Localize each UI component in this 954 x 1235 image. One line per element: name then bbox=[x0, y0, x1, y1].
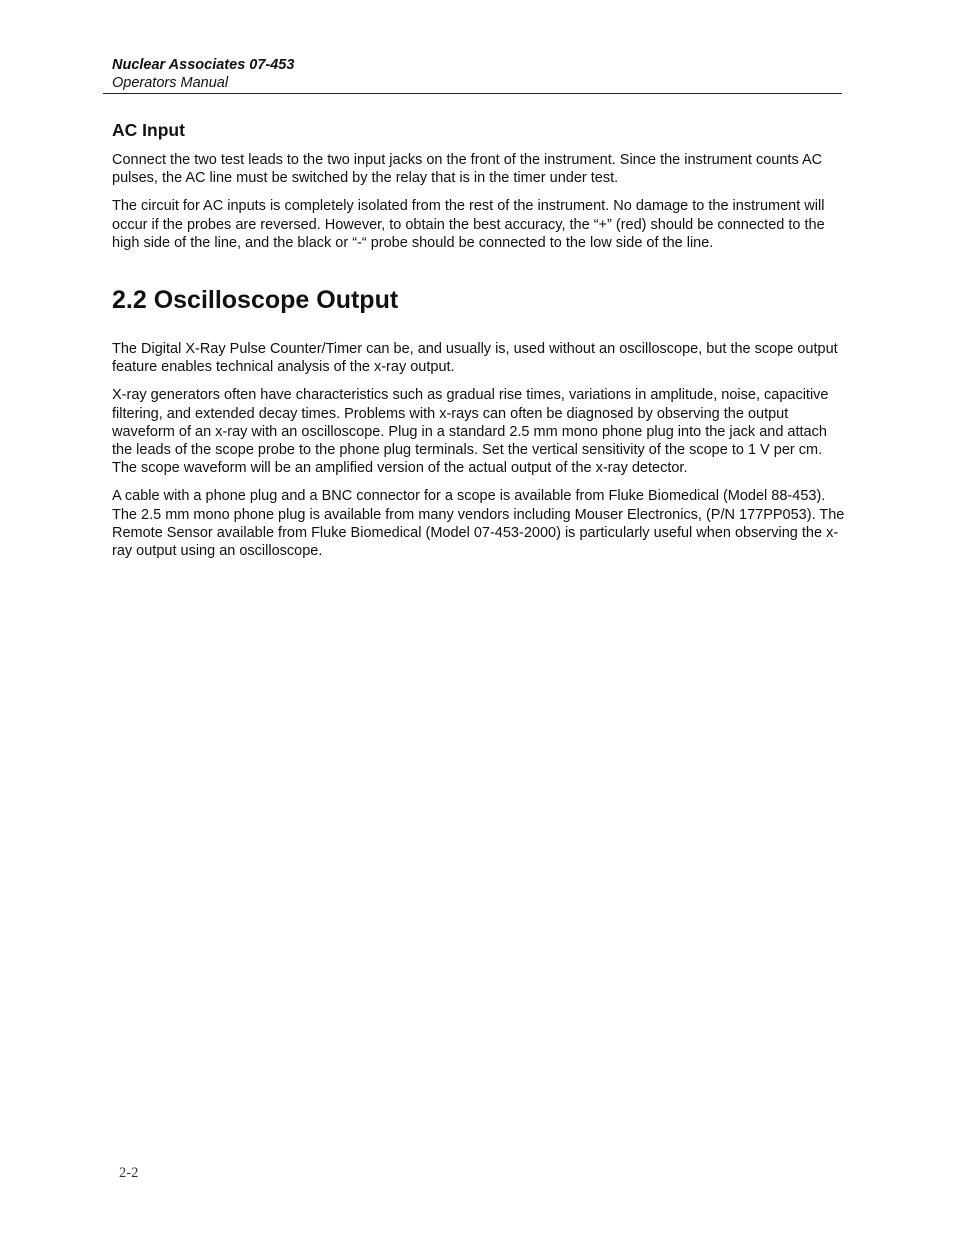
ac-input-section bbox=[112, 119, 847, 252]
ac-input-paragraph-2: The circuit for AC inputs is completely isolated from the rest of the instrument. No damage to the instrument will occur if the probes are reversed. However, to obtain the best accuracy, the “+” (red) should be connected to the high side of the line, and the black or “-“ probe should be connected to the low side of the line. bbox=[112, 198, 825, 251]
document-subtitle: Operators Manual bbox=[112, 75, 229, 91]
oscilloscope-output-paragraph-1: The Digital X-Ray Pulse Counter/Timer can be, and usually is, used without an oscilloscope, but the scope output feature enables technical analysis of the x-ray output. bbox=[112, 341, 838, 376]
oscilloscope-output-heading: 2.2 Oscilloscope Output bbox=[112, 286, 399, 315]
ac-input-paragraph-1: Connect the two test leads to the two input jacks on the front of the instrument. Since the instrument counts AC pulses, the AC line must be switched by the relay that is in the timer under test. bbox=[112, 152, 823, 187]
page-content bbox=[112, 119, 847, 560]
oscilloscope-output-paragraph-3: A cable with a phone plug and a BNC connector for a scope is available from Fluke Biomedical (Model 88-453). The 2.5 mm mono phone plug is available from many vendors including Mouser Electronics, (P/N 177PP053). The Remote Sensor available from Fluke Biomedical (Model 07-453-2000) is particularly useful when observing the x-ray output using an oscilloscope. bbox=[112, 488, 845, 560]
oscilloscope-output-section bbox=[112, 285, 847, 560]
ac-input-heading: AC Input bbox=[112, 120, 185, 140]
page-header bbox=[103, 56, 842, 94]
oscilloscope-output-paragraph-2: X-ray generators often have characteristics such as gradual rise times, variations in amplitude, noise, capacitive filtering, and extended decay times. Problems with x-rays can often be diagnosed by observing the output waveform of an x-ray with an oscilloscope. Plug in a standard 2.5 mm mono phone plug into the jack and attach the leads of the scope probe to the phone plug terminals. Set the vertical sensitivity of the scope to 1 V per cm. The scope waveform will be an amplified version of the actual output of the x-ray detector. bbox=[112, 387, 829, 477]
page-number: 2-2 bbox=[119, 1165, 139, 1181]
document-title: Nuclear Associates 07-453 bbox=[112, 57, 295, 73]
